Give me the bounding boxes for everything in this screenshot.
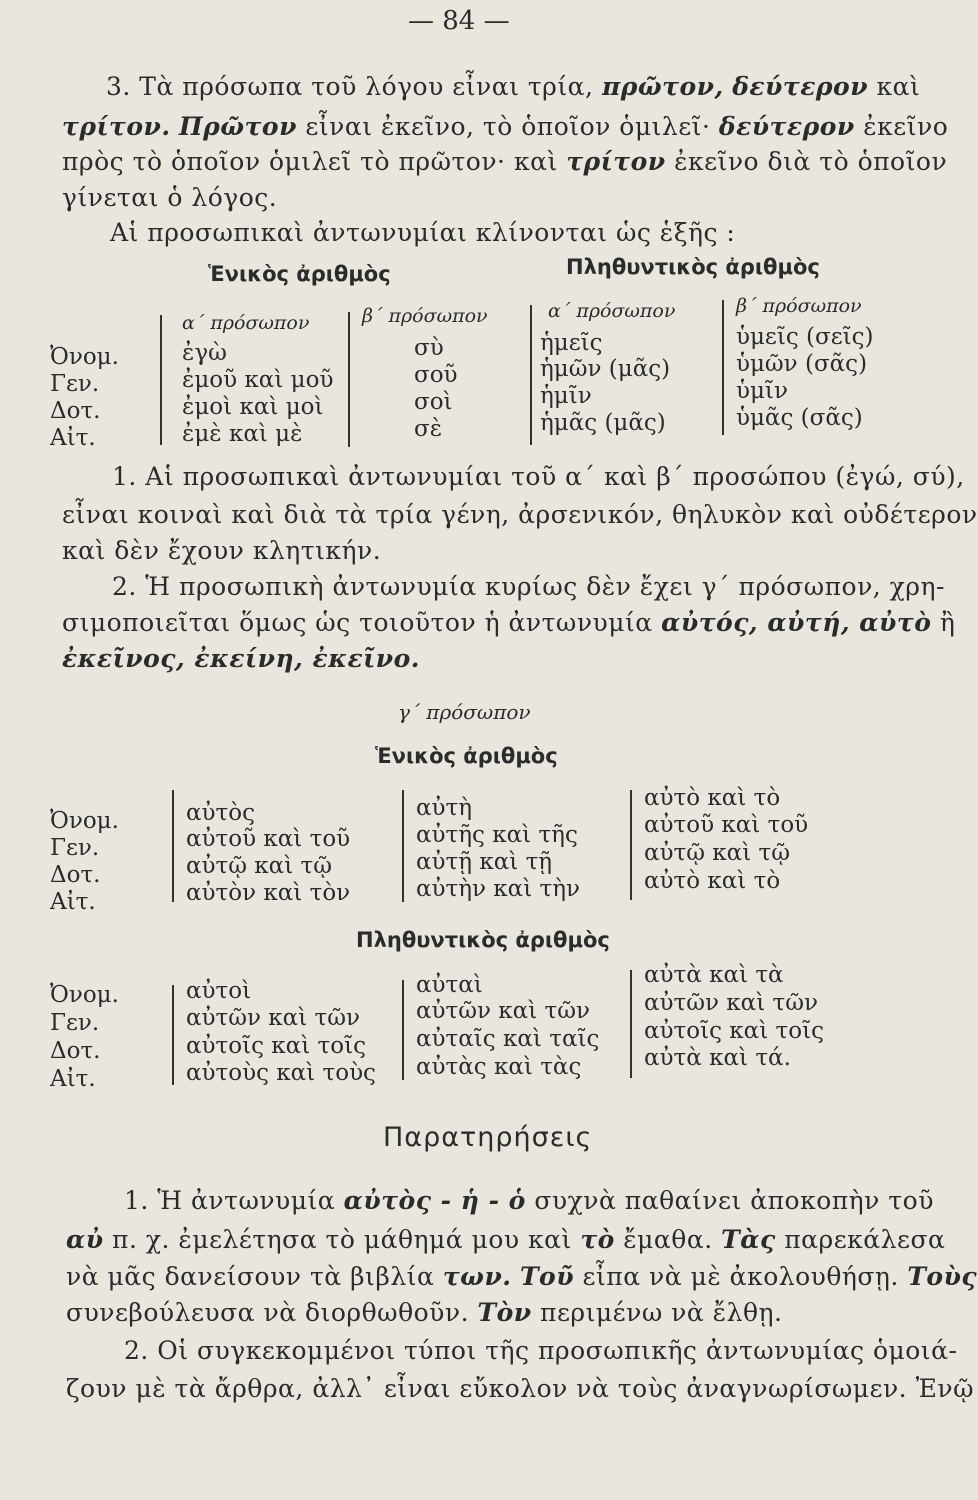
para3-line2 (62, 112, 948, 141)
table1-col1-header: α΄ πρόσωπον (182, 312, 310, 334)
note2-line3 (62, 644, 420, 673)
table-rule (402, 980, 404, 1080)
table-rule (172, 985, 174, 1085)
table2-cell: αὐτὸς (186, 800, 255, 826)
table2-cell: αὐτοῖς καὶ τοῖς (186, 1033, 367, 1059)
text-span: ἔμαθα. (623, 1225, 713, 1254)
text-span: εἶναι ἐκεῖνο, τὸ ὁποῖον ὁμιλεῖ· (305, 112, 711, 141)
table1-cell: ὑμεῖς (σεῖς) (736, 324, 874, 350)
text-span: καὶ (876, 72, 921, 101)
table2-singular-title: Ἑνικὸς ἀριθμὸς (375, 744, 558, 768)
text-span: σιμοποιεῖται ὅμως ὡς τοιοῦτον ἡ ἀντωνυμία (62, 608, 653, 637)
text-span: συνεβούλευσα νὰ διορθωθοῦν. (66, 1298, 470, 1327)
table1-plural-title: Πληθυντικὸς ἀριθμὸς (566, 255, 820, 279)
text-span: εἶπα νὰ μὲ ἀκολουθήσῃ. (582, 1262, 899, 1291)
note1-line2: εἶναι κοιναὶ καὶ διὰ τὰ τρία γένη, ἀρσενικόν, θηλυκὸν καὶ οὐδέτερον (62, 500, 978, 529)
table1-cell: ἡμῖν (540, 383, 592, 409)
text-span: ἢ (939, 608, 956, 637)
text-span: περιμένω νὰ ἔλθῃ. (540, 1298, 783, 1327)
table2-cell: αὐτὰ καὶ τά. (644, 1045, 791, 1071)
table1-cell: ἡμᾶς (μᾶς) (540, 410, 666, 436)
table2-cell: αὐταῖς καὶ ταῖς (416, 1026, 600, 1052)
bold-term: δεύτερον (732, 72, 869, 101)
table1-cell: σὲ (414, 416, 443, 442)
bold-term: αὐτός, αὐτή, αὐτὸ (661, 608, 932, 637)
case-label: Ὀνομ. (50, 344, 119, 370)
table1-cell: ὑμᾶς (σᾶς) (736, 405, 863, 431)
table2-cell: αὐτὰς καὶ τὰς (416, 1054, 582, 1080)
para3-line1 (106, 72, 920, 101)
remark1-line3 (66, 1262, 977, 1291)
table1-col2-header: β΄ πρόσωπον (362, 305, 488, 327)
case-label: Ὀνομ. (50, 808, 119, 834)
table2-cell: αὐτὴ (416, 795, 473, 821)
table2-cell: αὐτῷ καὶ τῷ (644, 840, 791, 866)
case-label: Δοτ. (50, 862, 101, 888)
para3-line3 (62, 147, 947, 176)
table2-person-title: γ΄ πρόσωπον (398, 700, 531, 724)
bold-term: ἐκεῖνος, ἐκείνη, ἐκεῖνο. (62, 644, 420, 673)
bold-term: αὐτὸς - ἡ - ὁ (343, 1186, 526, 1215)
case-label: Αἰτ. (50, 425, 96, 451)
case-label: Γεν. (50, 835, 100, 861)
case-label: Γεν. (50, 371, 100, 397)
table2-plural-title: Πληθυντικὸς ἀριθμὸς (356, 928, 610, 952)
table2-cell: αὐτὸν καὶ τὸν (186, 880, 351, 906)
bold-term: δεύτερον (718, 112, 855, 141)
text-span: συχνὰ παθαίνει ἀποκοπὴν τοῦ (534, 1186, 934, 1215)
table-rule (630, 790, 632, 900)
bold-term: Πρῶτον (179, 112, 297, 141)
table1-col3-header: α΄ πρόσωπον (548, 300, 676, 322)
table2-cell: αὐτὰ καὶ τὰ (644, 962, 784, 988)
case-label: Αἰτ. (50, 889, 96, 915)
bold-term: αὐ (66, 1225, 104, 1254)
table1-cell: ὑμῶν (σᾶς) (736, 351, 868, 377)
note2-line1: 2. Ἡ προσωπικὴ ἀντωνυμία κυρίως δὲν ἔχει γ΄ πρόσωπον, χρη- (112, 572, 945, 601)
table-rule (630, 970, 632, 1078)
text-span: πρὸς τὸ ὁποῖον ὁμιλεῖ τὸ πρῶτον· καὶ (62, 147, 558, 176)
bold-term: πρῶτον, (601, 72, 724, 101)
remark1-line4 (66, 1298, 782, 1327)
text-span: π. χ. ἐμελέτησα τὸ μάθημά μου καὶ (112, 1225, 572, 1254)
case-label: Γεν. (50, 1010, 100, 1036)
table2-cell: αὐτοῦ καὶ τοῦ (186, 826, 351, 852)
table2-cell: αὐτοῖς καὶ τοῖς (644, 1018, 825, 1044)
table-rule (402, 790, 404, 902)
table1-col4-header: β΄ πρόσωπον (736, 295, 862, 317)
table1-cell: ὑμῖν (736, 378, 788, 404)
bold-term: των. (442, 1262, 512, 1291)
text-span: ἐκεῖνο (863, 112, 949, 141)
table2-cell: αὐτῶν καὶ τῶν (186, 1005, 360, 1031)
remark1-line1 (124, 1186, 934, 1215)
case-label: Δοτ. (50, 1038, 101, 1064)
table2-cell: αὐτῷ καὶ τῷ (186, 853, 333, 879)
remark2-line2: ζουν μὲ τὰ ἄρθρα, ἀλλ᾽ εἶναι εὔκολον νὰ τοὺς ἀναγνωρίσωμεν. Ἐνῷ (66, 1374, 974, 1403)
bold-term: τὸ (580, 1225, 615, 1254)
bold-term: Τοῦ (519, 1262, 575, 1291)
remark1-line2 (66, 1225, 945, 1254)
table1-cell: ἡμῶν (μᾶς) (540, 356, 671, 382)
case-label: Δοτ. (50, 398, 101, 424)
text-span: παρεκάλεσα (784, 1225, 946, 1254)
table2-cell: αὐτὴν καὶ τὴν (416, 876, 581, 902)
table1-cell: σὺ (414, 335, 444, 361)
text-span: νὰ μᾶς δανείσουν τὰ βιβλία (66, 1262, 435, 1291)
bold-term: Τὰς (721, 1225, 776, 1254)
bold-term: Τὸν (477, 1298, 532, 1327)
case-label: Ὀνομ. (50, 982, 119, 1008)
text-span: ἐκεῖνο διὰ τὸ ὁποῖον (674, 147, 948, 176)
note1-line1: 1. Αἱ προσωπικαὶ ἀντωνυμίαι τοῦ α΄ καὶ β΄ προσώπου (ἐγώ, σύ), (112, 462, 965, 491)
page-number: — 84 — (408, 6, 510, 36)
table-rule (530, 305, 532, 445)
bold-term: τρίτον. (62, 112, 171, 141)
table1-cell: ἐμοῦ καὶ μοῦ (182, 367, 334, 393)
table-rule (348, 312, 350, 447)
table-rule (160, 315, 162, 445)
para3-line5: Αἱ προσωπικαὶ ἀντωνυμίαι κλίνονται ὡς ἑξῆς : (110, 218, 736, 247)
para3-line4: γίνεται ὁ λόγος. (62, 183, 278, 212)
table2-cell: αὐτὸ καὶ τὸ (644, 868, 781, 894)
table2-cell: αὐτοῦ καὶ τοῦ (644, 812, 809, 838)
text-span: 1. Ἡ ἀντωνυμία (124, 1186, 336, 1215)
table2-cell: αὐτῇ καὶ τῇ (416, 849, 553, 875)
case-label: Αἰτ. (50, 1066, 96, 1092)
table1-cell: σοῦ (414, 362, 458, 388)
table1-cell: ἐμὲ καὶ μὲ (182, 421, 303, 447)
table2-cell: αὐτὸ καὶ τὸ (644, 785, 781, 811)
remarks-title: Παρατηρήσεις (383, 1122, 593, 1153)
table1-cell: ἐγὼ (182, 340, 227, 366)
remark2-line1: 2. Οἱ συγκεκομμένοι τύποι τῆς προσωπικῆς ἀντωνυμίας ὁμοιά- (124, 1336, 958, 1365)
table-rule (172, 790, 174, 902)
note1-line3: καὶ δὲν ἔχουν κλητικήν. (62, 536, 382, 565)
table1-cell: ἡμεῖς (540, 330, 603, 356)
note2-line2 (62, 608, 955, 637)
text-span: 3. Τὰ πρόσωπα τοῦ λόγου εἶναι τρία, (106, 72, 594, 101)
bold-term: Τοὺς (907, 1262, 978, 1291)
table2-cell: αὐτοὺς καὶ τοὺς (186, 1060, 376, 1086)
table1-cell: ἐμοὶ καὶ μοὶ (182, 394, 324, 420)
table1-singular-title: Ἑνικὸς ἀριθμὸς (208, 262, 391, 286)
table2-cell: αὐτῆς καὶ τῆς (416, 822, 578, 848)
bold-term: τρίτον (566, 147, 666, 176)
table1-cell: σοὶ (414, 389, 453, 415)
table-rule (722, 300, 724, 435)
table2-cell: αὐταὶ (416, 972, 483, 998)
table2-cell: αὐτῶν καὶ τῶν (644, 990, 818, 1016)
table2-cell: αὐτῶν καὶ τῶν (416, 998, 590, 1024)
table2-cell: αὐτοὶ (186, 978, 252, 1004)
